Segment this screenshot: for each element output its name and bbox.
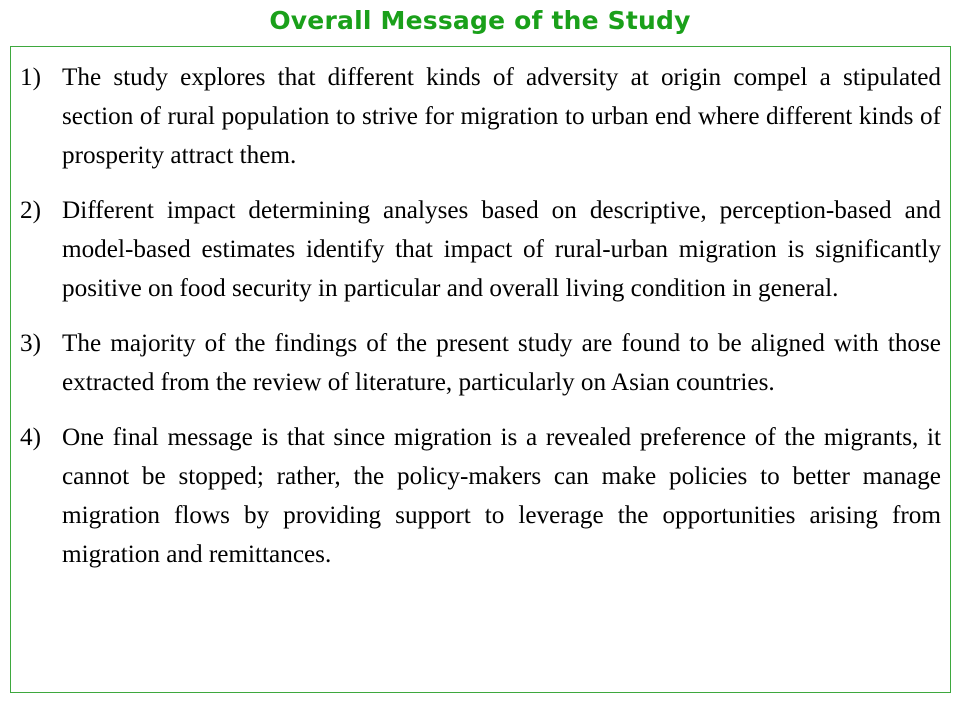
message-list [20, 58, 941, 590]
list-item [20, 324, 941, 402]
item-text: The study explores that different kinds of adversity at origin compel a stipulated section of rural population to strive for migration to urban end where different kinds of prosperity attract them. [62, 64, 941, 169]
list-item [20, 191, 941, 308]
item-number: 1) [20, 64, 41, 91]
page-title: Overall Message of the Study [269, 6, 691, 35]
list-item [20, 58, 941, 175]
item-number: 2) [20, 197, 41, 224]
item-text: Different impact determining analyses based on descriptive, perception-based and model-based estimates identify that impact of rural-urban migration is significantly positive on food security in particular and overall living condition in general. [62, 197, 941, 302]
item-text: The majority of the findings of the present study are found to be aligned with those extracted from the review of literature, particularly on Asian countries. [62, 330, 941, 396]
list-item [20, 418, 941, 574]
item-number: 3) [20, 330, 41, 357]
item-text: One final message is that since migration is a revealed preference of the migrants, it cannot be stopped; rather, the policy-makers can make policies to better manage migration flows by providing support to leverage the opportunities arising from migration and remittances. [62, 424, 941, 568]
item-number: 4) [20, 424, 41, 451]
